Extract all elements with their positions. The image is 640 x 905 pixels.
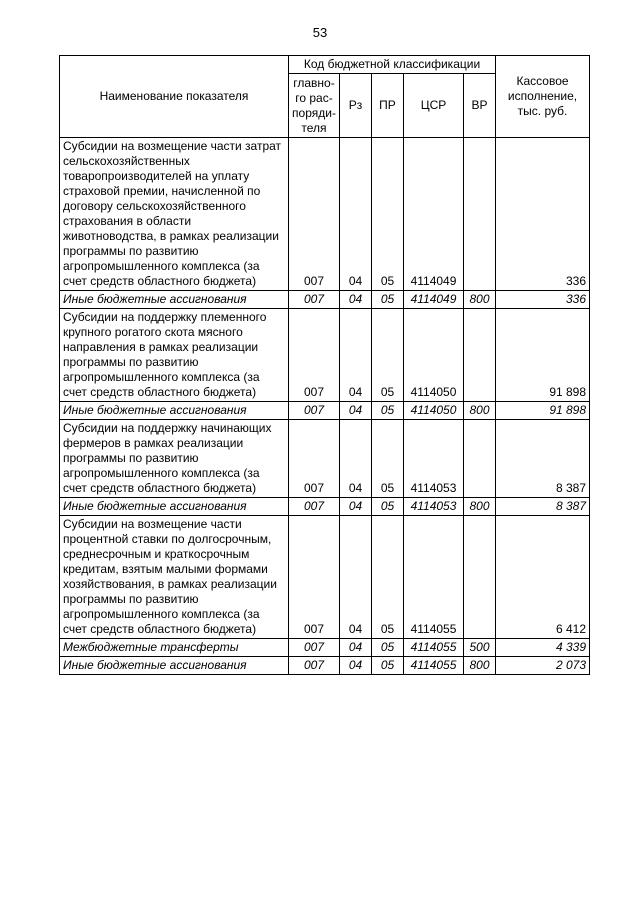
row-rz: 04 xyxy=(340,516,372,639)
row-vr: 500 xyxy=(464,639,496,657)
row-pr: 05 xyxy=(372,639,404,657)
row-glavn: 007 xyxy=(289,498,340,516)
row-rz: 04 xyxy=(340,291,372,309)
row-pr: 05 xyxy=(372,402,404,420)
table-row xyxy=(60,309,590,402)
row-vr: 800 xyxy=(464,657,496,675)
row-rz: 04 xyxy=(340,657,372,675)
row-pr: 05 xyxy=(372,420,404,498)
budget-table xyxy=(59,55,590,675)
table-row xyxy=(60,402,590,420)
row-csr: 4114055 xyxy=(404,516,464,639)
row-amount: 6 412 xyxy=(496,516,590,639)
row-name: Межбюджетные трансферты xyxy=(60,639,289,657)
row-name: Субсидии на поддержку начинающих фермеров в рамках реализации программы по развитию агропромышленного комплекса (за счет средств областного бюджета) xyxy=(60,420,289,498)
row-name: Иные бюджетные ассигнования xyxy=(60,657,289,675)
row-rz: 04 xyxy=(340,639,372,657)
row-rz: 04 xyxy=(340,138,372,291)
header-pr: ПР xyxy=(372,74,404,138)
table-row xyxy=(60,138,590,291)
header-rz: Рз xyxy=(340,74,372,138)
row-pr: 05 xyxy=(372,657,404,675)
row-amount: 2 073 xyxy=(496,657,590,675)
row-rz: 04 xyxy=(340,309,372,402)
row-glavn: 007 xyxy=(289,402,340,420)
row-rz: 04 xyxy=(340,498,372,516)
row-amount: 91 898 xyxy=(496,402,590,420)
row-glavn: 007 xyxy=(289,138,340,291)
header-csr: ЦСР xyxy=(404,74,464,138)
row-amount: 91 898 xyxy=(496,309,590,402)
row-name: Иные бюджетные ассигнования xyxy=(60,291,289,309)
row-glavn: 007 xyxy=(289,657,340,675)
table-row xyxy=(60,420,590,498)
header-glavn: главно-го рас-поряди-теля xyxy=(289,74,340,138)
table-row xyxy=(60,657,590,675)
row-pr: 05 xyxy=(372,498,404,516)
row-name: Иные бюджетные ассигнования xyxy=(60,402,289,420)
row-name: Субсидии на возмещение части затрат сельскохозяйственных товаропроизводителей на уплату страховой премии, начисленной по договору сельскохозяйственного страхования в области животноводства, в рамках реализации программы по развитию агропромышленного комплекса (за счет средств областного бюджета) xyxy=(60,138,289,291)
row-name: Субсидии на поддержку племенного крупного рогатого скота мясного направления в рамках реализации программы по развитию агропромышленного комплекса (за счет средств областного бюджета) xyxy=(60,309,289,402)
row-glavn: 007 xyxy=(289,291,340,309)
row-pr: 05 xyxy=(372,309,404,402)
table-row xyxy=(60,639,590,657)
row-vr: 800 xyxy=(464,402,496,420)
row-vr: 800 xyxy=(464,291,496,309)
row-glavn: 007 xyxy=(289,309,340,402)
row-csr: 4114050 xyxy=(404,309,464,402)
row-amount: 336 xyxy=(496,291,590,309)
row-csr: 4114049 xyxy=(404,138,464,291)
page-number: 53 xyxy=(312,25,328,40)
table-row xyxy=(60,516,590,639)
row-amount: 336 xyxy=(496,138,590,291)
row-amount: 8 387 xyxy=(496,420,590,498)
row-csr: 4114050 xyxy=(404,402,464,420)
row-pr: 05 xyxy=(372,516,404,639)
row-name: Иные бюджетные ассигнования xyxy=(60,498,289,516)
row-glavn: 007 xyxy=(289,516,340,639)
row-vr: 800 xyxy=(464,498,496,516)
row-vr xyxy=(464,516,496,639)
row-glavn: 007 xyxy=(289,639,340,657)
row-csr: 4114055 xyxy=(404,639,464,657)
row-amount: 8 387 xyxy=(496,498,590,516)
header-amount: Кассовое исполнение, тыс. руб. xyxy=(496,56,590,138)
row-pr: 05 xyxy=(372,138,404,291)
row-amount: 4 339 xyxy=(496,639,590,657)
row-csr: 4114055 xyxy=(404,657,464,675)
row-rz: 04 xyxy=(340,402,372,420)
row-vr xyxy=(464,420,496,498)
row-rz: 04 xyxy=(340,420,372,498)
row-csr: 4114053 xyxy=(404,498,464,516)
table-row xyxy=(60,498,590,516)
row-csr: 4114053 xyxy=(404,420,464,498)
row-pr: 05 xyxy=(372,291,404,309)
header-code-group: Код бюджетной классификации xyxy=(289,56,496,74)
row-vr xyxy=(464,309,496,402)
row-name: Субсидии на возмещение части процентной ставки по долгосрочным, среднесрочным и краткосрочным кредитам, взятым малыми формами хозяйствования, в рамках реализации программы по развитию агропромышленного комплекса (за счет средств областного бюджета) xyxy=(60,516,289,639)
row-vr xyxy=(464,138,496,291)
row-csr: 4114049 xyxy=(404,291,464,309)
row-glavn: 007 xyxy=(289,420,340,498)
header-vr: ВР xyxy=(464,74,496,138)
header-name: Наименование показателя xyxy=(60,56,289,138)
table-row xyxy=(60,291,590,309)
